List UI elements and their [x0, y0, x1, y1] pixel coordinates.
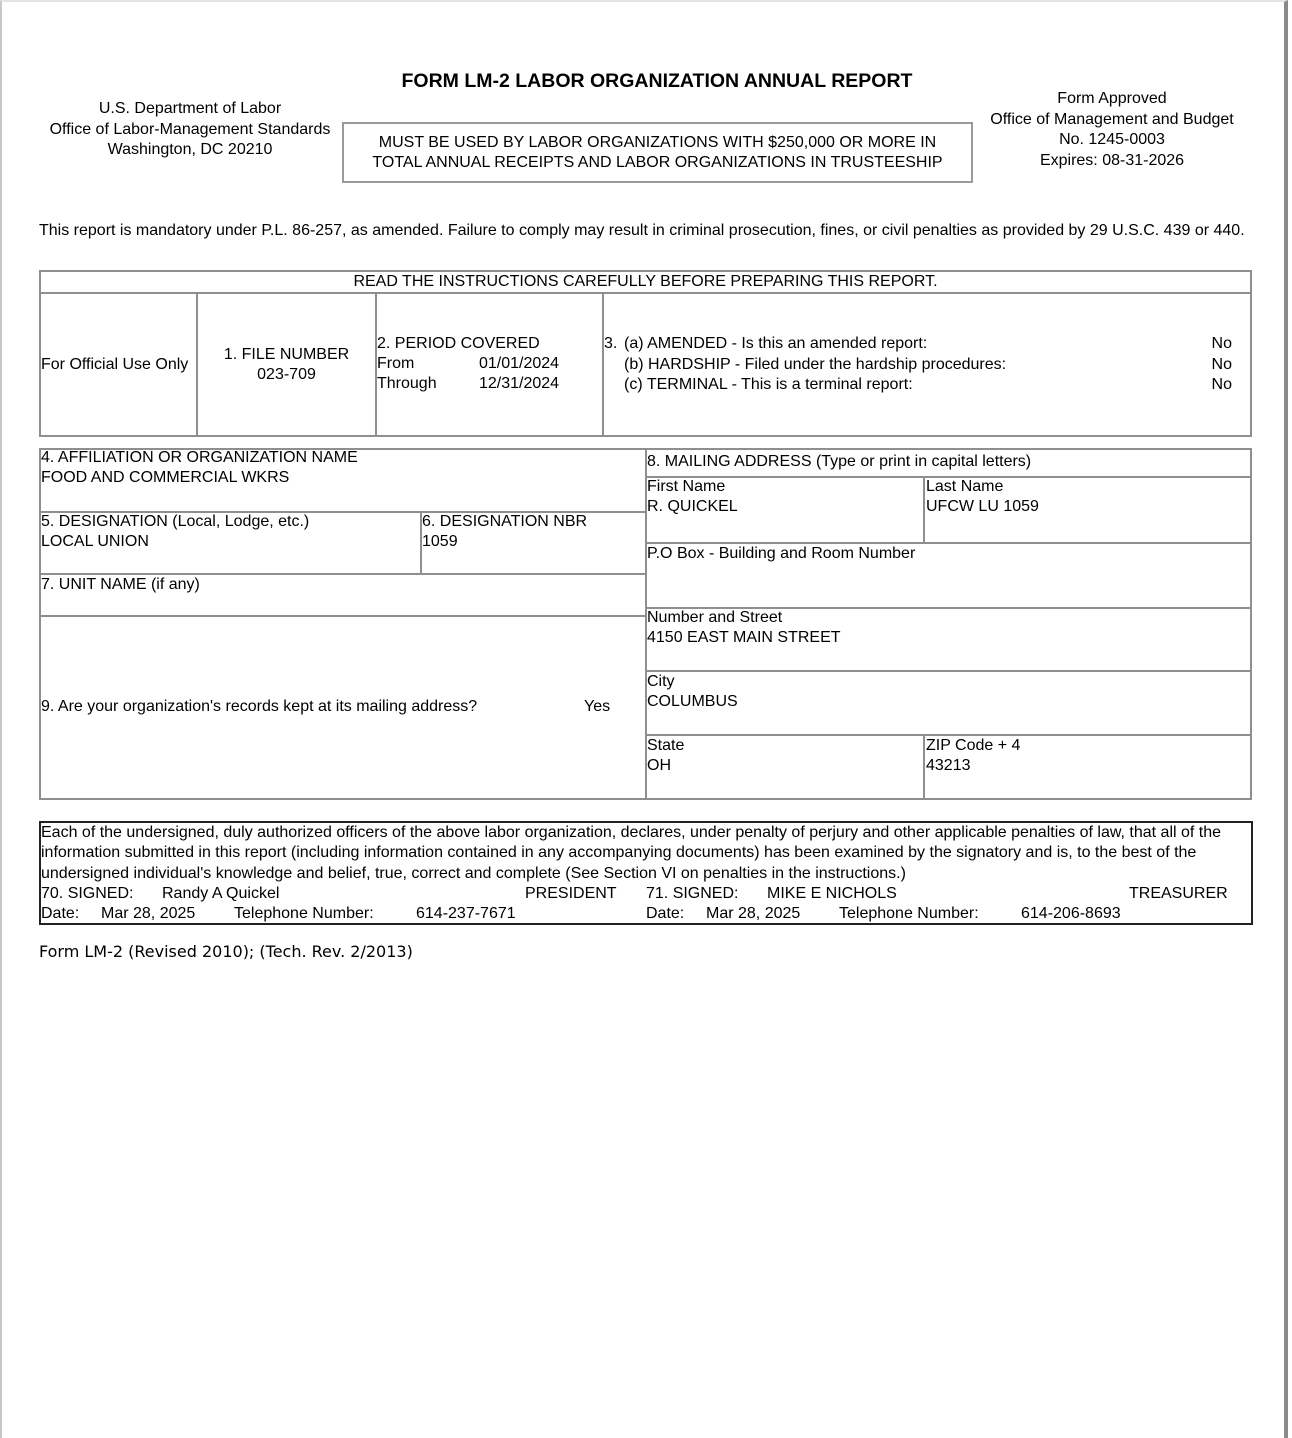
street-label: Number and Street: [647, 609, 783, 626]
designation-nbr-label: 6. DESIGNATION NBR: [422, 513, 588, 530]
zip-label: ZIP Code + 4: [926, 737, 1021, 754]
official-use-label: For Official Use Only: [41, 356, 189, 373]
signer-president-date: Mar 28, 2025: [101, 905, 196, 922]
must-use-notice: [342, 122, 973, 183]
signer-treasurer-date: Mar 28, 2025: [706, 905, 801, 922]
state-label: State: [647, 737, 685, 754]
last-name-value: UFCW LU 1059: [926, 498, 1039, 515]
po-box-field: [647, 544, 915, 564]
file-number-field: [198, 345, 375, 385]
street-value: 4150 EAST MAIN STREET: [647, 629, 841, 646]
table-border: [1250, 448, 1252, 800]
signer-treasurer-signed-label: 71. SIGNED:: [646, 885, 739, 902]
status-prefix: 3.: [604, 335, 618, 352]
period-through-value: 12/31/2024: [479, 375, 560, 392]
file-number-value: 023-709: [257, 366, 316, 383]
first-name-label: First Name: [647, 478, 726, 495]
table-border: [645, 448, 1252, 450]
signer-president-phone: 614-237-7671: [416, 905, 516, 922]
po-box-label: P.O Box - Building and Room Number: [647, 545, 916, 562]
omb-line: Form Approved: [1057, 90, 1167, 107]
table-border: [39, 270, 41, 437]
mandatory-notice: This report is mandatory under P.L. 86-257, as amended. Failure to comply may result in criminal prosecution, fines, or civil penalties as provided by 29 U.S.C. 439 or 440.: [39, 222, 1245, 239]
affiliation-label: 4. AFFILIATION OR ORGANIZATION NAME: [41, 449, 358, 466]
period-through-label: Through: [377, 375, 437, 392]
signer-treasurer-title: TREASURER: [1129, 885, 1228, 902]
designation-value: LOCAL UNION: [41, 533, 149, 550]
unit-name-label: 7. UNIT NAME (if any): [41, 576, 200, 593]
street-field: [647, 608, 841, 648]
omb-line: Expires: 08-31-2026: [1039, 151, 1185, 169]
signer-president-signed-label: 70. SIGNED:: [41, 885, 134, 902]
form-title: FORM LM-2 LABOR ORGANIZATION ANNUAL REPORT: [401, 70, 913, 92]
signer-treasurer-phone-label: Telephone Number:: [839, 905, 979, 922]
hardship-value: No: [1211, 355, 1232, 373]
declaration-box: [39, 821, 1253, 925]
signer-president-phone-label: Telephone Number:: [234, 905, 374, 922]
city-label: City: [647, 673, 675, 690]
city-value: COLUMBUS: [647, 693, 738, 710]
must-use-line: TOTAL ANNUAL RECEIPTS AND LABOR ORGANIZATIONS IN TRUSTEESHIP: [372, 154, 943, 171]
agency-line: Washington, DC 20210: [107, 141, 273, 158]
last-name-field: [926, 477, 1039, 517]
status-questions: [604, 334, 1232, 396]
terminal-question: (c) TERMINAL - This is a terminal report:: [624, 376, 913, 393]
signer-treasurer-phone: 614-206-8693: [1021, 905, 1121, 922]
affiliation-field: [41, 448, 358, 488]
period-covered-label: 2. PERIOD COVERED: [377, 335, 540, 352]
designation-nbr-value: 1059: [422, 533, 458, 550]
table-border: [1250, 270, 1252, 437]
mailing-address-label: 8. MAILING ADDRESS (Type or print in capital letters): [647, 453, 1032, 470]
records-question: [41, 697, 641, 717]
omb-line: Office of Management and Budget: [990, 110, 1234, 128]
terminal-value: No: [1211, 376, 1232, 393]
designation-field: [41, 512, 309, 552]
designation-nbr-field: [422, 512, 587, 552]
records-question-label: 9. Are your organization's records kept at its mailing address?: [41, 698, 478, 715]
period-from-value: 01/01/2024: [479, 355, 560, 372]
signer-president-date-label: Date:: [41, 905, 80, 922]
must-use-line: MUST BE USED BY LABOR ORGANIZATIONS WITH $250,000 OR MORE IN: [378, 134, 937, 151]
file-number-label: 1. FILE NUMBER: [223, 346, 350, 363]
last-name-label: Last Name: [926, 478, 1004, 495]
signer-treasurer-name: MIKE E NICHOLS: [767, 885, 897, 902]
city-field: [647, 672, 738, 712]
unit-name-field: [41, 575, 200, 595]
designation-label: 5. DESIGNATION (Local, Lodge, etc.): [41, 513, 310, 530]
signer-president-title: PRESIDENT: [525, 885, 617, 902]
period-covered-field: [377, 334, 602, 394]
state-value: OH: [647, 757, 671, 774]
table-border: [923, 476, 925, 543]
agency-line: U.S. Department of Labor: [98, 100, 282, 117]
instructions-banner: READ THE INSTRUCTIONS CAREFULLY BEFORE PREPARING THIS REPORT.: [353, 273, 938, 290]
zip-field: [926, 736, 1020, 776]
signer-treasurer-date-label: Date:: [646, 905, 685, 922]
first-name-field: [647, 477, 738, 517]
records-question-value: Yes: [584, 698, 611, 715]
agency-block: [40, 99, 340, 161]
amended-value: No: [1211, 335, 1232, 352]
amended-question: (a) AMENDED - Is this an amended report:: [624, 335, 928, 352]
table-border: [39, 435, 1252, 437]
table-border: [39, 448, 41, 800]
table-border: [923, 734, 925, 800]
state-field: [647, 736, 684, 776]
zip-value: 43213: [926, 757, 971, 774]
omb-line: No. 1245-0003: [1059, 131, 1165, 148]
affiliation-value: FOOD AND COMMERCIAL WKRS: [41, 469, 290, 486]
form-revision-footer: Form LM-2 (Revised 2010); (Tech. Rev. 2/2013): [39, 942, 413, 961]
omb-approval-block: [980, 89, 1244, 171]
table-border: [39, 292, 1252, 294]
first-name-value: R. QUICKEL: [647, 498, 738, 515]
agency-line: Office of Labor-Management Standards: [49, 120, 331, 138]
signer-president-name: Randy A Quickel: [162, 885, 280, 902]
declaration-text: Each of the undersigned, duly authorized officers of the above labor organization, declares, under penalty of perjury and other applicable penalties of law, that all of the information submitted in this report (including information contained in any accompanying documents) has been examined by the signatory and is, to the best of the undersigned individual's knowledge and belief, true, correct and complete (See Section VI on penalties in the instructions.): [41, 824, 1222, 882]
hardship-question: (b) HARDSHIP - Filed under the hardship procedures:: [624, 355, 1007, 373]
period-from-label: From: [377, 355, 415, 372]
table-border: [39, 615, 647, 617]
